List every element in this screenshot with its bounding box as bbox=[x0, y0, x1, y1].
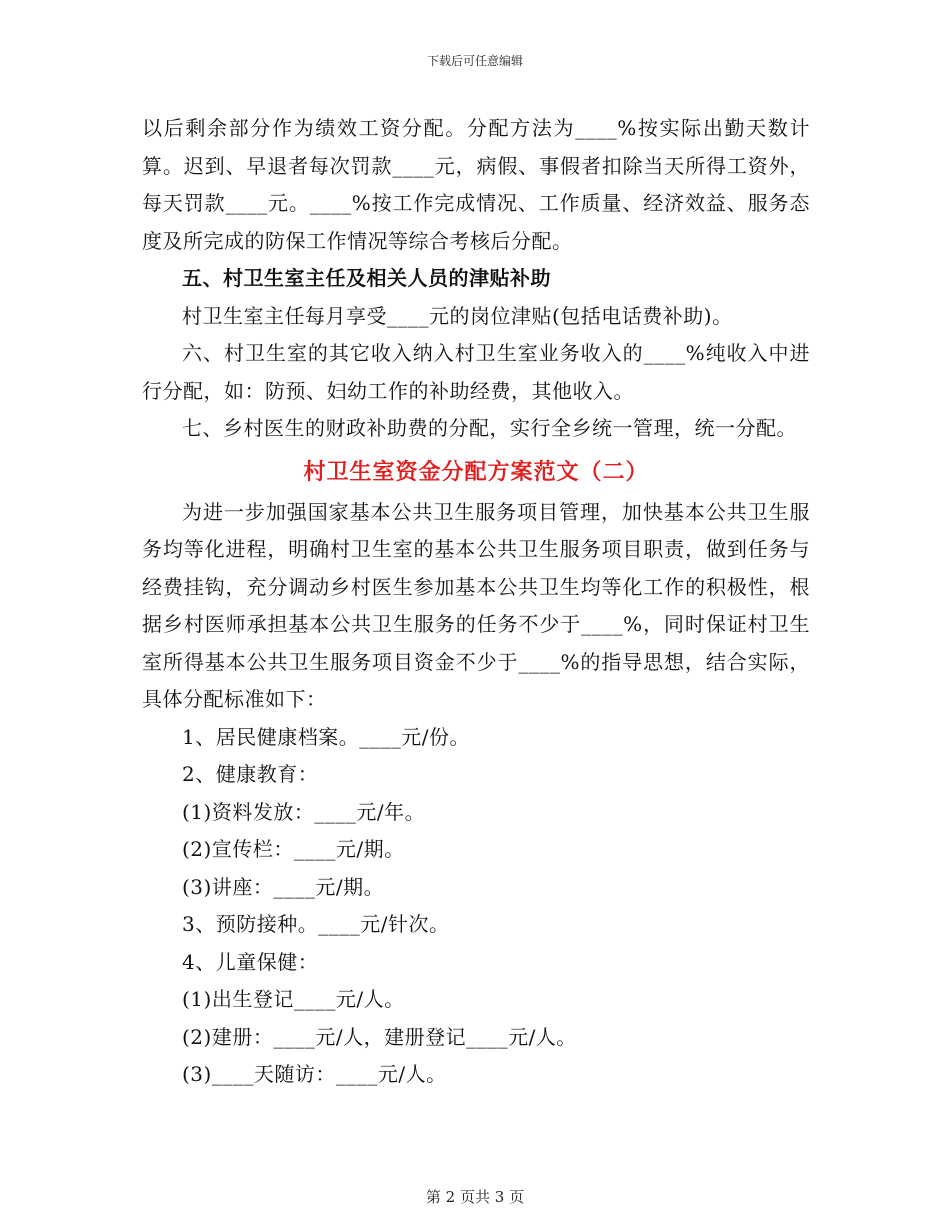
list-item: 1、居民健康档案。____元/份。 bbox=[182, 724, 470, 749]
continued-paragraph: 以后剩余部分作为绩效工资分配。分配方法为____%按实际出勤天数计算。迟到、早退者每次罚款____元，病假、事假者扣除当天所得工资外，每天罚款____元。____%按工作完成情况、工作质量、经济效益、服务态度及所完成的防保工作情况等综合考核后分配。 bbox=[142, 116, 810, 253]
list-item: (1)出生登记____元/人。 bbox=[182, 987, 405, 1011]
list-item: (3)____天随访：____元/人。 bbox=[182, 1062, 447, 1086]
list-item: 2、健康教育： bbox=[182, 762, 319, 786]
page-header: 下载后可任意编辑 bbox=[426, 54, 523, 68]
section-6-text: 六、村卫生室的其它收入纳入村卫生室业务收入的____%纯收入中进行分配，如：防预、妇幼工作的补助经费，其他收入。 bbox=[142, 341, 810, 403]
list-item: (2)宣传栏：____元/期。 bbox=[182, 837, 405, 861]
page-footer: 第 2 页共 3 页 bbox=[425, 1188, 525, 1206]
section-5-heading: 五、村卫生室主任及相关人员的津贴补助 bbox=[182, 266, 551, 290]
section-5-text: 村卫生室主任每月享受____元的岗位津贴(包括电话费补助)。 bbox=[182, 303, 733, 328]
list-item: (2)建册：____元/人，建册登记____元/人。 bbox=[182, 1024, 577, 1049]
list-item: 4、儿童保健： bbox=[182, 949, 319, 974]
list-item: (1)资料发放：____元/年。 bbox=[182, 799, 426, 824]
section-title: 村卫生室资金分配方案范文（二） bbox=[303, 458, 649, 485]
document-body bbox=[142, 110, 810, 1094]
list-item: (3)讲座：____元/期。 bbox=[182, 874, 385, 899]
list-item: 3、预防接种。____元/针次。 bbox=[182, 912, 450, 936]
intro-paragraph: 为进一步加强国家基本公共卫生服务项目管理，加快基本公共卫生服务均等化进程，明确村卫生室的基本公共卫生服务项目职责，做到任务与经费挂钩，充分调动乡村医生参加基本公共卫生均等化工作的积极性，根据乡村医师承担基本公共卫生服务的任务不少于____%，同时保证村卫生室所得基本公共卫生服务项目资金不少于____%的指导思想，结合实际，具体分配标准如下： bbox=[142, 499, 810, 711]
section-7-text: 七、乡村医生的财政补助费的分配，实行全乡统一管理，统一分配。 bbox=[182, 416, 797, 440]
